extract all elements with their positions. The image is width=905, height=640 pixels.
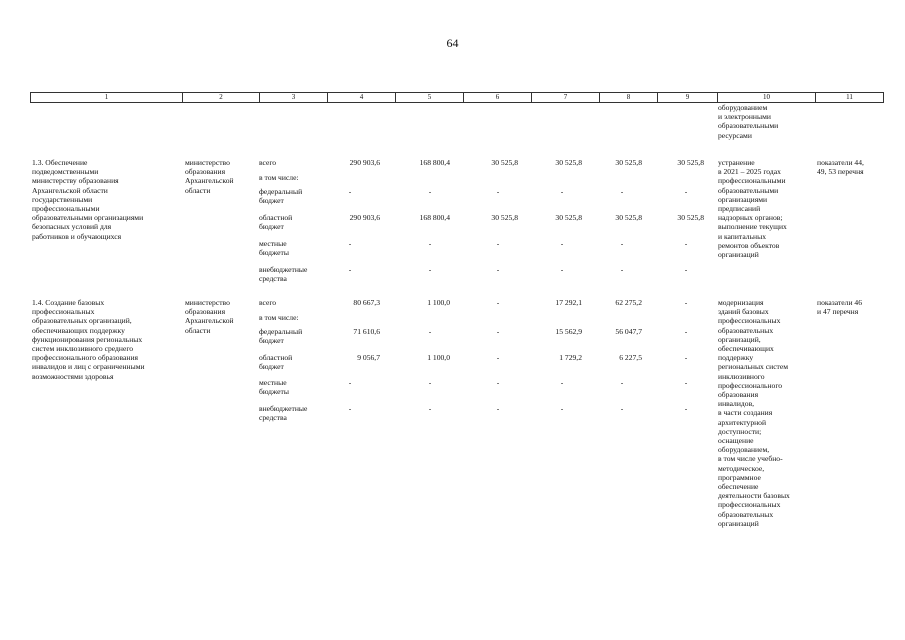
source-local: местные бюджеты	[259, 378, 289, 397]
value-cell: -	[496, 353, 500, 362]
table-header	[30, 92, 884, 103]
value-cell: -	[560, 187, 564, 196]
value-cell: 6 227,5	[619, 353, 642, 362]
value-cell: -	[496, 187, 500, 196]
col-header-10: 10	[718, 93, 816, 102]
value-cell: -	[620, 239, 624, 248]
col-header-9: 9	[658, 93, 718, 102]
expected-result: устранение в 2021 – 2025 годах профессиональными образовательными организациями предписаний надзорных органов; выполнение текущих и капитальных ремонтов объектов организаций	[718, 158, 787, 260]
source-federal: федеральный бюджет	[259, 327, 303, 346]
value-cell: -	[496, 378, 500, 387]
value-cell: -	[684, 298, 688, 307]
value-cell: 56 047,7	[615, 327, 642, 336]
value-cell: 9 056,7	[357, 353, 380, 362]
value-cell: -	[560, 239, 564, 248]
source-total: всего	[259, 158, 277, 167]
value-cell: 80 667,3	[353, 298, 380, 307]
value-cell: 30 525,8	[491, 213, 518, 222]
col-header-3: 3	[260, 93, 328, 102]
value-cell: -	[428, 404, 432, 413]
value-cell: -	[560, 265, 564, 274]
measure-name: 1.4. Создание базовых профессиональных образовательных организаций, обеспечивающих поддержку функционирования региональных систем инклюзивного среднего профессионального образования инвалидов и лиц с ограниченными возможностями здоровья	[32, 298, 145, 381]
col-header-2: 2	[183, 93, 260, 102]
value-cell: 30 525,8	[491, 158, 518, 167]
value-cell: 30 525,8	[555, 158, 582, 167]
executor: министерство образования Архангельской области	[185, 158, 234, 195]
value-cell: -	[348, 404, 352, 413]
value-cell: 30 525,8	[677, 213, 704, 222]
value-cell: -	[496, 265, 500, 274]
value-cell: -	[428, 265, 432, 274]
value-cell: -	[560, 404, 564, 413]
value-cell: -	[684, 187, 688, 196]
value-cell: -	[620, 187, 624, 196]
value-cell: -	[620, 265, 624, 274]
source-local: местные бюджеты	[259, 239, 289, 258]
col-header-4: 4	[328, 93, 396, 102]
source-federal: федеральный бюджет	[259, 187, 303, 206]
value-cell: -	[348, 187, 352, 196]
indicators: показатели 46 и 47 перечня	[817, 298, 863, 317]
value-cell: -	[560, 378, 564, 387]
value-cell: -	[684, 327, 688, 336]
value-cell: -	[496, 239, 500, 248]
value-cell: 30 525,8	[555, 213, 582, 222]
source-regional: областной бюджет	[259, 213, 293, 232]
value-cell: 1 729,2	[559, 353, 582, 362]
expected-result: модернизация зданий базовых профессиональных образовательных организаций, обеспечивающих поддержку региональных систем инклюзивного профессионального образования инвалидов, в части создания архитектурной доступности; оснащение оборудованием, в том числе учебно- методическое, программное обеспечение деятельности базовых профессиональных образовательных организаций	[718, 298, 790, 528]
indicators: показатели 44, 49, 53 перечня	[817, 158, 864, 177]
page-number: 64	[446, 36, 459, 50]
source-regional: областной бюджет	[259, 353, 293, 372]
value-cell: -	[428, 187, 432, 196]
value-cell: 15 562,9	[555, 327, 582, 336]
value-cell: 30 525,8	[615, 158, 642, 167]
source-extrabudget: внебюджетные средства	[259, 404, 308, 423]
col-header-6: 6	[464, 93, 532, 102]
value-cell: 290 903,6	[349, 158, 380, 167]
source-including: в том числе:	[259, 313, 299, 322]
value-cell: 1 100,0	[427, 353, 450, 362]
value-cell: -	[620, 404, 624, 413]
value-cell: 30 525,8	[615, 213, 642, 222]
value-cell: -	[496, 327, 500, 336]
continued-result-text: оборудованием и электронными образовательными ресурсами	[718, 103, 779, 140]
measure-name: 1.3. Обеспечение подведомственными министерству образования Архангельской области государственными профессиональными образовательными организациями безопасных условий для работников и обучающихся	[32, 158, 144, 241]
value-cell: -	[496, 404, 500, 413]
value-cell: -	[684, 265, 688, 274]
value-cell: -	[428, 239, 432, 248]
col-header-5: 5	[396, 93, 464, 102]
value-cell: -	[684, 353, 688, 362]
value-cell: 168 800,4	[419, 213, 450, 222]
value-cell: 17 292,1	[555, 298, 582, 307]
source-total: всего	[259, 298, 277, 307]
value-cell: -	[428, 378, 432, 387]
value-cell: 290 903,6	[349, 213, 380, 222]
value-cell: 1 100,0	[427, 298, 450, 307]
value-cell: 62 275,2	[615, 298, 642, 307]
value-cell: -	[428, 327, 432, 336]
col-header-7: 7	[532, 93, 600, 102]
value-cell: -	[620, 378, 624, 387]
value-cell: -	[348, 239, 352, 248]
col-header-8: 8	[600, 93, 658, 102]
source-extrabudget: внебюджетные средства	[259, 265, 308, 284]
value-cell: -	[684, 378, 688, 387]
value-cell: -	[348, 378, 352, 387]
col-header-11: 11	[846, 93, 853, 101]
value-cell: -	[496, 298, 500, 307]
value-cell: 30 525,8	[677, 158, 704, 167]
value-cell: 71 610,6	[353, 327, 380, 336]
col-header-1: 1	[31, 93, 183, 102]
source-including: в том числе:	[259, 173, 299, 182]
value-cell: 168 800,4	[419, 158, 450, 167]
executor: министерство образования Архангельской области	[185, 298, 234, 335]
value-cell: -	[348, 265, 352, 274]
value-cell: -	[684, 404, 688, 413]
value-cell: -	[684, 239, 688, 248]
